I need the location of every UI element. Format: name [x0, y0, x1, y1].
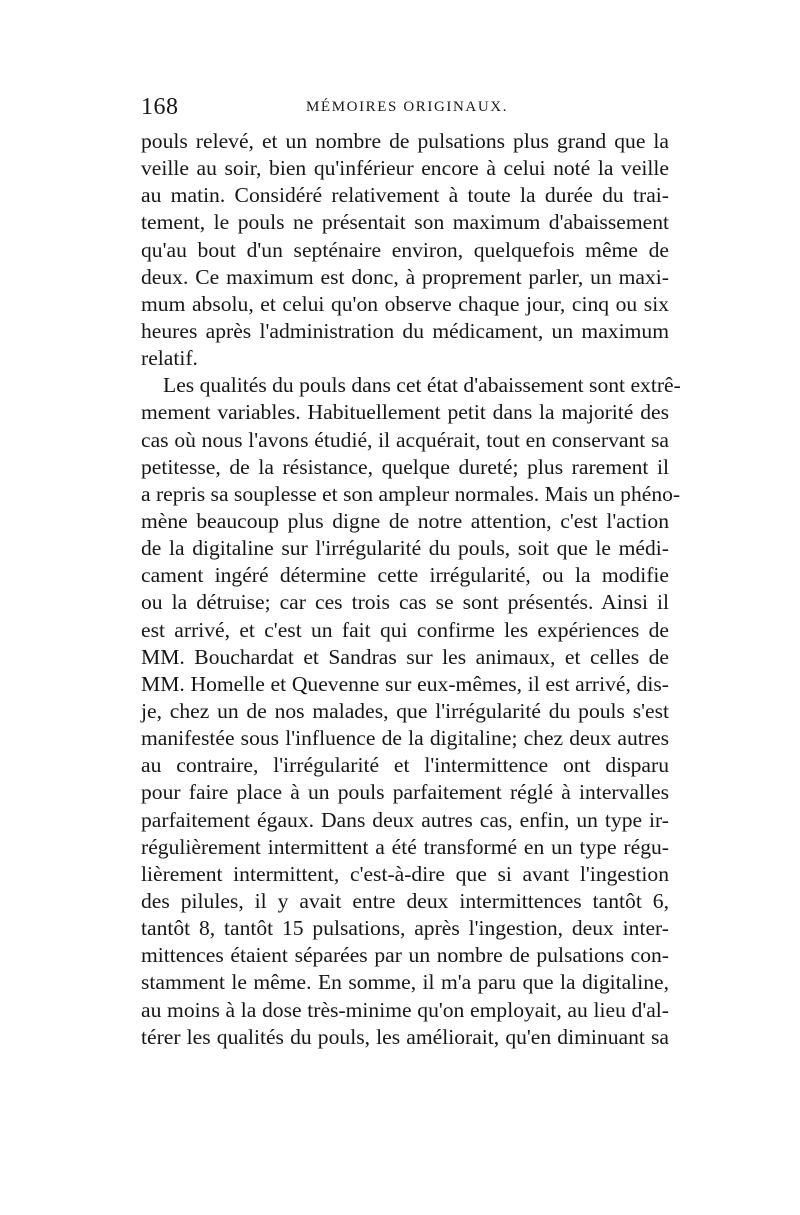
text-line: de la digitaline sur l'irrégularité du pouls, soit que le médi- [141, 536, 669, 561]
text-line: Les qualités du pouls dans cet état d'abaissement sont extrê- [163, 373, 681, 398]
paragraph-2 [141, 372, 681, 1051]
text-line: au moins à la dose très-minime qu'on employait, au lieu d'al- [141, 997, 669, 1022]
text-line: veille au soir, bien qu'inférieur encore à celui noté la veille [141, 156, 669, 181]
text-line: térer les qualités du pouls, les améliorait, qu'en diminuant sa [141, 1024, 669, 1049]
body-text [141, 128, 681, 1051]
text-line: tement, le pouls ne présentait son maximum d'abaissement [141, 210, 669, 235]
text-line: petitesse, de la résistance, quelque dureté; plus rarement il [141, 454, 669, 479]
text-line: ou la détruise; car ces trois cas se sont présentés. Ainsi il [141, 590, 669, 615]
text-line: au matin. Considéré relativement à toute la durée du trai- [141, 183, 669, 208]
text-line: je, chez un de nos malades, que l'irrégularité du pouls s'est [141, 698, 669, 723]
text-line: mum absolu, et celui qu'on observe chaque jour, cinq ou six [141, 291, 669, 316]
text-line: parfaitement égaux. Dans deux autres cas, enfin, un type ir- [141, 807, 669, 832]
text-line: mement variables. Habituellement petit dans la majorité des [141, 400, 669, 425]
text-line: pouls relevé, et un nombre de pulsations plus grand que la [141, 129, 669, 153]
text-line: MM. Homelle et Quevenne sur eux-mêmes, il est arrivé, dis- [141, 671, 669, 696]
running-title: MÉMOIRES ORIGINAUX. [306, 99, 509, 115]
text-line: au contraire, l'irrégularité et l'intermittence ont disparu [141, 753, 669, 778]
text-line: cas où nous l'avons étudié, il acquérait, tout en conservant sa [141, 427, 669, 452]
text-line: lièrement intermittent, c'est-à-dire que si avant l'ingestion [141, 861, 669, 886]
text-line: pour faire place à un pouls parfaitement réglé à intervalles [141, 780, 669, 805]
text-line: relatif. [141, 346, 198, 371]
page-number: 168 [141, 94, 179, 120]
text-line: a repris sa souplesse et son ampleur normales. Mais un phéno- [141, 481, 681, 506]
text-line: tantôt 8, tantôt 15 pulsations, après l'ingestion, deux inter- [141, 916, 669, 941]
text-line: cament ingéré détermine cette irrégularité, ou la modifie [141, 563, 669, 588]
text-line: heures après l'administration du médicament, un maximum [141, 318, 669, 343]
page-header [141, 94, 669, 124]
text-line: manifestée sous l'influence de la digitaline; chez deux autres [141, 726, 669, 751]
text-line: stamment le même. En somme, il m'a paru que la digitaline, [141, 970, 669, 995]
text-line: régulièrement intermittent a été transformé en un type régu- [141, 834, 669, 859]
text-line: mène beaucoup plus digne de notre attention, c'est l'action [141, 508, 669, 533]
text-line: deux. Ce maximum est donc, à proprement parler, un maxi- [141, 264, 669, 289]
text-line: est arrivé, et c'est un fait qui confirme les expériences de [141, 617, 669, 642]
text-line: des pilules, il y avait entre deux intermittences tantôt 6, [141, 888, 669, 913]
text-line: mittences étaient séparées par un nombre de pulsations con- [141, 943, 669, 968]
text-line: MM. Bouchardat et Sandras sur les animaux, et celles de [141, 644, 669, 669]
paragraph-1 [141, 128, 669, 372]
text-line: qu'au bout d'un septénaire environ, quelquefois même de [141, 237, 669, 262]
